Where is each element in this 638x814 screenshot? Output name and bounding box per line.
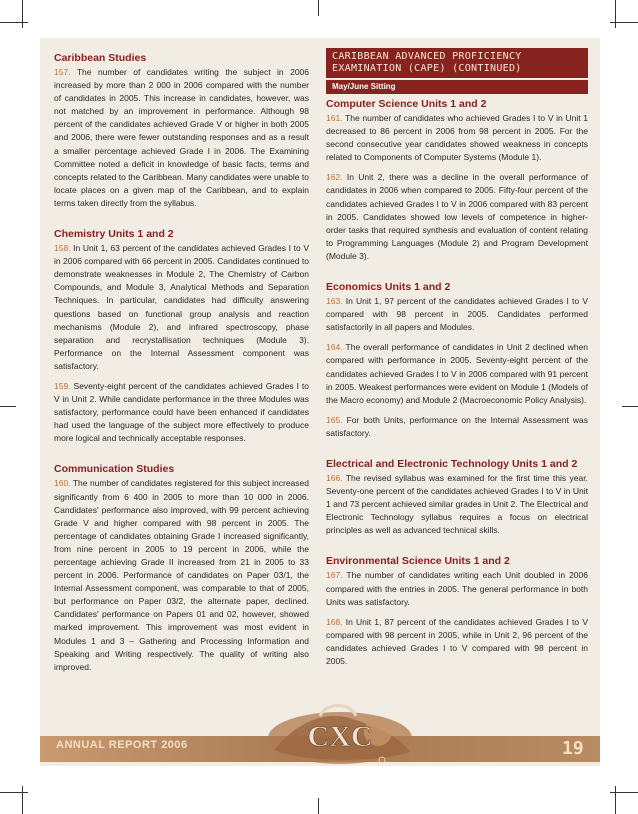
paragraph-text: In Unit 1, 87 percent of the candidates achieved Grades I to V compared with 98 percent in 2005, while in Unit 2, 96 percent of the candidates achieved Grades I to V compared with 98 percent in 2005. [326,616,588,666]
section-caribbean-studies [54,52,309,210]
crop-mark [615,786,616,814]
paragraph-text: The number of candidates writing each Unit doubled in 2006 compared with the entries in 2005. The general performance in both Units was satisfactory. [326,570,588,607]
paragraph-number: 161. [326,113,343,123]
paragraph [326,414,588,440]
page-footer [40,698,600,766]
paragraph [326,472,588,537]
paragraph-text: Seventy-eight percent of the candidates achieved Grades I to V in Unit 2. While candidate performance in the three Modules was satisfactory, performance could have been enhanced if candidates had used the language of the subject more effectively to produce more logical and technically acceptable responses. [54,380,309,444]
paragraph-number: 168. [326,616,343,627]
crop-mark [622,406,638,407]
paragraph-number: 158. [54,243,71,254]
paragraph-text: The revised syllabus was examined for the first time this year. Seventy-one percent of the candidates achieved Grades I to V in Unit 1 and 73 percent achieved similar grades in Unit 2. The Electrical and Electronic Technology syllabus requires a focus on electrical principles as well as advanced technical skills. [326,472,588,536]
paragraph-text: The number of candidates writing the subject in 2006 increased by more than 2 000 in 2006 compared with the number of candidates in 2005. This increase in candidates, however, was not matched by an improvement in performance. Although 98 percent of the candidates achieved Grade V or higher in both 2005 and 2006, there were fewer outstanding responses and as a result a smaller percentage achieved Grade I in 2006. The Examining Committee noted a deficit in knowledge of basic facts, terms and concepts related to the Caribbean. Many candidates were unable to locate places on a given map of the Caribbean, and to explain terms taken directly from the syllabus. [54,67,309,208]
paragraph-text: For both Units, performance on the Internal Assessment was satisfactory. [326,414,588,438]
paragraph-number: 164. [326,342,343,353]
cxc-logo-icon [260,698,420,768]
left-column [54,52,309,681]
section-chemistry [54,228,309,445]
annual-report-label: ANNUAL REPORT 2006 [56,739,188,751]
paragraph-number: 165. [326,414,343,425]
cape-banner: CARIBBEAN ADVANCED PROFICIENCY EXAMINATION (CAPE) (CONTINUED) [326,48,588,78]
crop-mark [0,406,16,407]
crop-mark [22,786,23,814]
paragraph-number: 160. [54,478,71,489]
section-title: Chemistry Units 1 and 2 [54,228,174,241]
crop-mark [615,0,616,28]
section-title: Communication Studies [54,463,175,476]
paragraph [54,66,309,210]
page-number: 19 [562,738,584,759]
section-economics [326,281,588,440]
paragraph-text: In Unit 1, 63 percent of the candidates achieved Grades I to V in 2006 compared with 66 percent in 2005. Candidates continued to demonstrate weaknesses in Module 2, The Chemistry of Carbon Compounds, and Module 3, Analytical Methods and Separation Techniques. In particular, candidates had difficulty answering questions based on functional group analysis and reaction mechanisms (Module 2), and infrared spectroscopy, phase separation and recrystallisation techniques (Module 3). Performance on the Internal Assessment component was satisfactory. [54,243,309,371]
paragraph [54,380,309,445]
crop-mark [0,792,28,793]
paragraph-text: The number of candidates registered for this subject increased significantly from 6 400 in 2005 to more than 10 000 in 2006. Candidates' performance also improved, with 99 percent achieving Grade V and higher compared with 98 percent in 2005. The percentage of candidates obtaining Grade I increased significantly, from nine percent in 2005 to 19 percent in 2006, while the percentage achieving Grade II increased from 21 in 2005 to 33 percent in 2006. Performance of candidates on Paper 03/1, the Internal Assessment component, was comparable to that of 2005, but performance on Paper 03/2, the alternate paper, declined. Candidates' performance on Papers 01 and 02, however, showed marked improvement. This improvement was most evident in Modules 1 and 3 – Gathering and Processing Information and Speaking and Writing respectively. The quality of writing also improved. [54,478,309,672]
section-electrical-electronic [326,458,588,537]
paragraph-number: 157. [54,67,71,77]
paragraph [54,477,309,673]
section-title: Electrical and Electronic Technology Units 1 and 2 [326,457,578,470]
paragraph [326,616,588,668]
paragraph-number: 167. [326,570,343,581]
crop-mark [0,22,28,23]
right-column [326,52,588,675]
report-page [40,38,600,766]
section-title: Economics Units 1 and 2 [326,281,451,294]
section-communication-studies [54,463,309,673]
paragraph [326,171,588,263]
section-computer-science [326,98,588,263]
section-title: Environmental Science Units 1 and 2 [326,555,510,568]
paragraph [326,341,588,406]
section-title: Caribbean Studies [54,52,147,64]
crop-mark [318,0,319,16]
crop-mark [22,0,23,28]
sitting-subheader: May/June Sitting [326,80,588,94]
paragraph [326,569,588,608]
paragraph-number: 162. [326,172,343,183]
section-environmental-science [326,555,588,668]
paragraph-number: 159. [54,380,71,391]
crop-mark [318,798,319,814]
paragraph-text: The number of candidates who achieved Grades I to V in Unit 1 decreased to 86 percent in 2006 from 98 percent in 2005. For the second consecutive year candidates showed weakness in concepts related to Components of Computer Systems (Module 1). [326,113,588,163]
section-title: Computer Science Units 1 and 2 [326,98,487,110]
paragraph-text: In Unit 2, there was a decline in the overall performance of candidates in 2006 when compared to 2005. Fifty-four percent of the candidates achieved Grades I to V in 2006 compared with 83 percent in 2005. Candidates showed low levels of competence in higher-order tasks that required synthesis and evaluation of content relating to Programming Languages (Module 2) and Program Development (Module 3). [326,172,588,261]
cxc-logo-text: CXC [307,720,373,753]
paragraph-number: 166. [326,472,343,483]
paragraph-text: The overall performance of candidates in Unit 2 declined when compared with performance in 2005. Seventy-eight percent of the candidates achieved Grades I to V in 2006 compared with 91 percent in 2005. Weakest performances were evident on Module 1 (Models of the Macro economy) and Module 2 (Macroeconomic Policy Analysis). [326,342,588,405]
paragraph-number: 163. [326,296,343,307]
paragraph [54,242,309,373]
paragraph-text: In Unit 1, 97 percent of the candidates achieved Grades I to V compared with 98 percent in 2005. Candidates performed satisfactorily in all papers and Modules. [326,296,588,333]
paragraph [326,112,588,164]
paragraph [326,295,588,334]
